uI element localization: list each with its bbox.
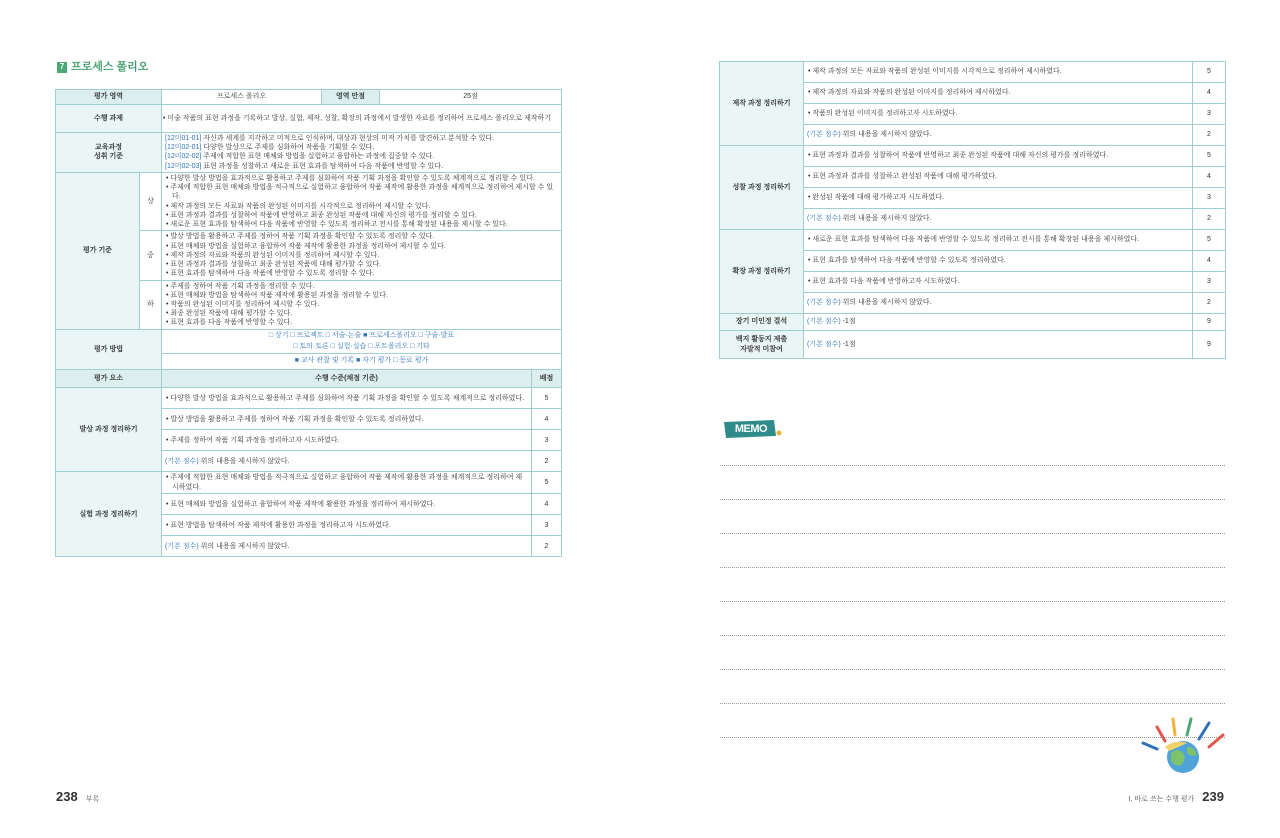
criteria-item: • 표현 효과를 탐색하여 다음 작품에 반영할 수 있도록 정리할 수 있다. bbox=[166, 270, 375, 278]
page-number-right: 239 bbox=[1202, 789, 1224, 804]
score-criterion bbox=[804, 293, 1193, 314]
score-group-name: 성찰 과정 정리하기 bbox=[720, 146, 804, 230]
score-points: 3 bbox=[1193, 272, 1226, 293]
criteria-level: 중 bbox=[140, 231, 162, 280]
score-criterion bbox=[804, 272, 1193, 293]
section-title bbox=[57, 60, 148, 75]
criteria-item: • 다양한 발상 방법을 효과적으로 활용하고 주제를 심화하여 작품 기획 과정을 확인할 수 있도록 체계적으로 정리할 수 있다. bbox=[166, 174, 535, 182]
page-label-left: 부록 bbox=[85, 796, 100, 803]
score-points: 4 bbox=[1193, 83, 1226, 104]
score-criterion bbox=[804, 146, 1193, 167]
deduction-criterion bbox=[804, 314, 1193, 331]
criteria-label: 평가 기준 bbox=[56, 172, 140, 329]
right-assessment-table bbox=[719, 61, 1226, 359]
score-points: 4 bbox=[532, 494, 562, 515]
standard-item bbox=[165, 134, 558, 143]
score-points: 2 bbox=[532, 451, 562, 472]
score-criterion bbox=[804, 188, 1193, 209]
score-points: 4 bbox=[1193, 251, 1226, 272]
task-row bbox=[56, 105, 562, 133]
score-points: 5 bbox=[1193, 62, 1226, 83]
score-points: 3 bbox=[532, 515, 562, 536]
score-value: 25점 bbox=[380, 90, 562, 105]
deduction-row bbox=[720, 331, 1226, 359]
score-group-name: 제작 과정 정리하기 bbox=[720, 62, 804, 146]
memo-line bbox=[720, 567, 1225, 601]
score-points: 4 bbox=[532, 409, 562, 430]
score-row bbox=[720, 62, 1226, 83]
score-row bbox=[720, 146, 1226, 167]
criteria-item: • 작품의 완성된 이미지를 정리하여 제시할 수 있다. bbox=[166, 300, 320, 308]
standard-item bbox=[165, 162, 558, 171]
criteria-item: • 표현 매체와 방법을 실험하고 융합하여 작품 제작에 활용한 과정을 정리하여 제시할 수 있다. bbox=[166, 242, 446, 250]
memo-badge bbox=[720, 418, 782, 440]
deduction-row bbox=[720, 314, 1226, 331]
score-group-name: 확장 과정 정리하기 bbox=[720, 230, 804, 314]
criteria-item: • 표현 매체와 방법을 탐색하여 작품 제작에 활용된 과정을 정리할 수 있다. bbox=[166, 291, 388, 299]
score-criterion bbox=[804, 104, 1193, 125]
method-options bbox=[162, 329, 562, 354]
standard-text: 다양한 발상으로 주제를 심화하여 작품을 기획할 수 있다. bbox=[201, 144, 375, 152]
criteria-item: • 최종 완성된 작품에 대해 평가할 수 있다. bbox=[166, 310, 293, 318]
base-score-tag: (기본 점수) bbox=[165, 542, 199, 550]
score-criterion bbox=[162, 409, 532, 430]
score-text: • 작품의 완성된 이미지를 정리하고자 시도하였다. bbox=[808, 110, 958, 118]
method-options-line-1: □ 상기 □ 프로젝트 □ 서술·논술 ■ 프로세스폴리오 □ 구술·발표 bbox=[268, 331, 455, 339]
criteria-item: • 제작 과정의 모든 자료와 작품의 완성된 이미지를 시각적으로 정리하여 제시할 수 있다. bbox=[166, 202, 431, 210]
standard-code: [12미01-01] bbox=[165, 135, 202, 142]
memo-line bbox=[720, 669, 1225, 703]
base-score-tag: (기본 점수) bbox=[165, 457, 199, 465]
score-criterion bbox=[804, 62, 1193, 83]
score-points: 3 bbox=[532, 430, 562, 451]
left-assessment-table bbox=[55, 89, 562, 557]
score-text: • 다양한 발상 방법을 효과적으로 활용하고 주제를 심화하여 작품 기획 과정을 확인할 수 있도록 체계적으로 정리하였다. bbox=[166, 394, 525, 402]
standards-label: 교육과정 성취 기준 bbox=[56, 133, 162, 173]
method-options-line-2: □ 토의·토론 □ 실험·실습 □ 포트폴리오 □ 기타 bbox=[293, 342, 430, 350]
deduction-text: -1점 bbox=[840, 318, 856, 326]
standard-item bbox=[165, 143, 558, 152]
criteria-items bbox=[162, 172, 562, 230]
globe-illustration-icon bbox=[1135, 713, 1230, 773]
area-label: 평가 영역 bbox=[56, 90, 162, 105]
standards-row bbox=[56, 133, 562, 173]
score-points: 2 bbox=[1193, 293, 1226, 314]
score-criterion bbox=[804, 167, 1193, 188]
criteria-item: • 제작 과정의 자료와 작품의 완성된 이미지를 정리하여 제시할 수 있다. bbox=[166, 251, 380, 259]
section-label: 프로세스 폴리오 bbox=[71, 61, 149, 73]
memo-line bbox=[720, 499, 1225, 533]
score-text: • 새로운 표현 효과를 탐색하여 다음 작품에 반영할 수 있도록 정리하고 전시를 통해 확장된 내용을 제시하였다. bbox=[808, 236, 1140, 244]
score-criterion bbox=[162, 388, 532, 409]
standard-text: 자신과 세계를 지각하고 미적으로 인식하며, 대상과 현상의 미적 가치를 발견하고 분석할 수 있다. bbox=[201, 135, 495, 142]
memo-line bbox=[720, 601, 1225, 635]
criteria-item: • 주제를 정하여 작품 기획 과정을 정리할 수 있다. bbox=[166, 282, 315, 290]
score-row bbox=[56, 388, 562, 409]
score-text: • 발상 방법을 활용하고 주제를 정하여 작품 기획 과정을 확인할 수 있도록 정리하였다. bbox=[166, 415, 424, 423]
deduction-points: 9 bbox=[1193, 331, 1226, 359]
base-score-tag: (기본 점수) bbox=[807, 299, 841, 307]
elements-label: 평가 요소 bbox=[56, 370, 162, 388]
score-criterion bbox=[162, 472, 532, 494]
score-group-name: 발상 과정 정리하기 bbox=[56, 388, 162, 472]
standard-code: [12미02-02] bbox=[165, 153, 202, 161]
score-points: 3 bbox=[1193, 188, 1226, 209]
score-text: 위의 내용을 제시하지 않았다. bbox=[840, 215, 932, 223]
points-header: 배점 bbox=[532, 370, 562, 388]
page-footer-left bbox=[56, 788, 99, 806]
score-criterion bbox=[162, 494, 532, 515]
score-text: • 주제에 적합한 표현 매체와 방법을 적극적으로 실험하고 융합하여 작품 제작에 활용한 과정을 체계적으로 정리하여 제시하였다. bbox=[166, 474, 523, 491]
score-criterion bbox=[804, 83, 1193, 104]
task-label: 수행 과제 bbox=[56, 105, 162, 133]
level-header: 수행 수준(채점 기준) bbox=[162, 370, 532, 388]
deduction-points: 9 bbox=[1193, 314, 1226, 331]
score-criterion bbox=[804, 251, 1193, 272]
page-footer-right bbox=[1129, 788, 1224, 806]
memo-line bbox=[720, 533, 1225, 567]
score-text: • 표현 효과를 다음 작품에 반영하고자 시도하였다. bbox=[808, 278, 960, 286]
score-points: 2 bbox=[1193, 125, 1226, 146]
score-criterion bbox=[804, 209, 1193, 230]
deduction-name: 백지 활동지 제출 자발적 미참여 bbox=[720, 331, 804, 359]
criteria-item: • 주제에 적합한 표현 매체와 방법을 적극적으로 실험하고 융합하여 작품 제작에 활용한 과정을 체계적으로 정리하여 제시할 수 있다. bbox=[166, 184, 554, 201]
criteria-item: • 발상 방법을 활용하고 주제를 정하여 작품 기획 과정을 확인할 수 있도록 정리할 수 있다. bbox=[166, 233, 435, 241]
score-text: • 표현 과정과 결과를 성찰하여 작품에 반영하고 최종 완성된 작품에 대해 자신의 평가를 정리하였다. bbox=[808, 152, 1109, 160]
score-points: 5 bbox=[532, 472, 562, 494]
score-row bbox=[720, 230, 1226, 251]
score-text: 위의 내용을 제시하지 않았다. bbox=[198, 457, 290, 465]
score-points: 5 bbox=[1193, 146, 1226, 167]
base-score-tag: (기본 점수) bbox=[807, 340, 841, 348]
score-text: • 표현 효과를 탐색하여 다음 작품에 반영할 수 있도록 정리하였다. bbox=[808, 257, 1006, 265]
deduction-text: -1점 bbox=[840, 340, 856, 348]
criteria-items bbox=[162, 231, 562, 280]
standard-code: [12미02-01] bbox=[165, 144, 202, 152]
score-criterion bbox=[162, 451, 532, 472]
area-row bbox=[56, 90, 562, 105]
score-points: 2 bbox=[532, 536, 562, 557]
score-text: • 표현 방법을 탐색하여 작품 제작에 활용한 과정을 정리하고자 시도하였다. bbox=[166, 521, 391, 529]
standard-code: [12미02-03] bbox=[165, 162, 202, 170]
base-score-tag: (기본 점수) bbox=[807, 318, 841, 326]
task-value bbox=[162, 105, 562, 133]
deduction-name: 장기 미인정 결석 bbox=[720, 314, 804, 331]
method-row bbox=[56, 329, 562, 354]
score-text: • 제작 과정의 모든 자료와 작품의 완성된 이미지를 시각적으로 정리하여 제시하였다. bbox=[808, 68, 1062, 76]
standard-item bbox=[165, 152, 558, 161]
score-points: 2 bbox=[1193, 209, 1226, 230]
score-text: 위의 내용을 제시하지 않았다. bbox=[840, 299, 932, 307]
score-points: 5 bbox=[532, 388, 562, 409]
memo-label: MEMO bbox=[734, 423, 768, 435]
score-criterion bbox=[162, 430, 532, 451]
deduction-criterion bbox=[804, 331, 1193, 359]
page-label-right: I. 바로 쓰는 수행 평가 bbox=[1128, 796, 1195, 803]
memo-line bbox=[720, 465, 1225, 499]
score-points: 5 bbox=[1193, 230, 1226, 251]
task-text: • 미술 작품의 표현 과정을 기록하고 발상, 실험, 제작, 성찰, 확장의 과정에서 발생한 자료를 정리하여 프로세스 폴리오로 제작하기 bbox=[163, 114, 552, 122]
criteria-row bbox=[56, 172, 562, 230]
score-text: • 표현 매체와 방법을 실험하고 융합하여 작품 제작에 활용한 과정을 정리하여 제시하였다. bbox=[166, 500, 436, 508]
score-criterion bbox=[162, 536, 532, 557]
score-text: 위의 내용을 제시하지 않았다. bbox=[198, 542, 290, 550]
score-group-name: 실험 과정 정리하기 bbox=[56, 472, 162, 557]
memo-line bbox=[720, 635, 1225, 669]
criteria-items bbox=[162, 280, 562, 329]
standard-text: 표현 과정을 성찰하고 새로운 표현 효과를 탐색하여 다음 작품에 반영할 수 있다. bbox=[201, 162, 444, 170]
score-row bbox=[56, 472, 562, 494]
score-text: • 주제를 정하여 작품 기획 과정을 정리하고자 시도하였다. bbox=[166, 436, 340, 444]
score-text: 위의 내용을 제시하지 않았다. bbox=[840, 131, 932, 139]
score-points: 3 bbox=[1193, 104, 1226, 125]
method-subjects: ■ 교사 관찰 및 기록 ■ 자기 평가 □ 동료 평가 bbox=[162, 354, 562, 370]
score-criterion bbox=[804, 125, 1193, 146]
method-label: 평가 방법 bbox=[56, 329, 162, 370]
score-text: • 제작 과정의 자료와 작품의 완성된 이미지를 정리하여 제시하였다. bbox=[808, 89, 1011, 97]
score-criterion bbox=[804, 230, 1193, 251]
base-score-tag: (기본 점수) bbox=[807, 215, 841, 223]
score-criterion bbox=[162, 515, 532, 536]
area-value: 프로세스 폴리오 bbox=[162, 90, 322, 105]
criteria-item: • 표현 과정과 결과를 성찰하여 작품에 반영하고 최종 완성된 작품에 대해 자신의 평가를 정리할 수 있다. bbox=[166, 211, 477, 219]
criteria-item: • 표현 효과를 다음 작품에 반영할 수 있다. bbox=[166, 319, 293, 327]
criteria-level: 하 bbox=[140, 280, 162, 329]
standard-text: 주제에 적합한 표현 매체와 방법을 실험하고 융합하는 과정에 집중할 수 있다. bbox=[201, 153, 435, 161]
standards-cell bbox=[162, 133, 562, 173]
page-number-left: 238 bbox=[56, 789, 78, 804]
base-score-tag: (기본 점수) bbox=[807, 131, 841, 139]
criteria-level: 상 bbox=[140, 172, 162, 230]
score-points: 4 bbox=[1193, 167, 1226, 188]
section-number: 7 bbox=[57, 62, 67, 73]
elements-header-row bbox=[56, 370, 562, 388]
score-text: • 완성된 작품에 대해 평가하고자 시도하였다. bbox=[808, 194, 944, 202]
score-label: 영역 만점 bbox=[322, 90, 380, 105]
criteria-item: • 표현 과정과 결과를 성찰하고 최종 완성된 작품에 대해 평가할 수 있다. bbox=[166, 261, 382, 269]
score-text: • 표현 과정과 결과를 성찰하고 완성된 작품에 대해 평가하였다. bbox=[808, 173, 998, 181]
criteria-item: • 새로운 표현 효과를 탐색하여 다음 작품에 반영할 수 있도록 정리하고 전시를 통해 확장된 내용을 제시할 수 있다. bbox=[166, 221, 508, 229]
